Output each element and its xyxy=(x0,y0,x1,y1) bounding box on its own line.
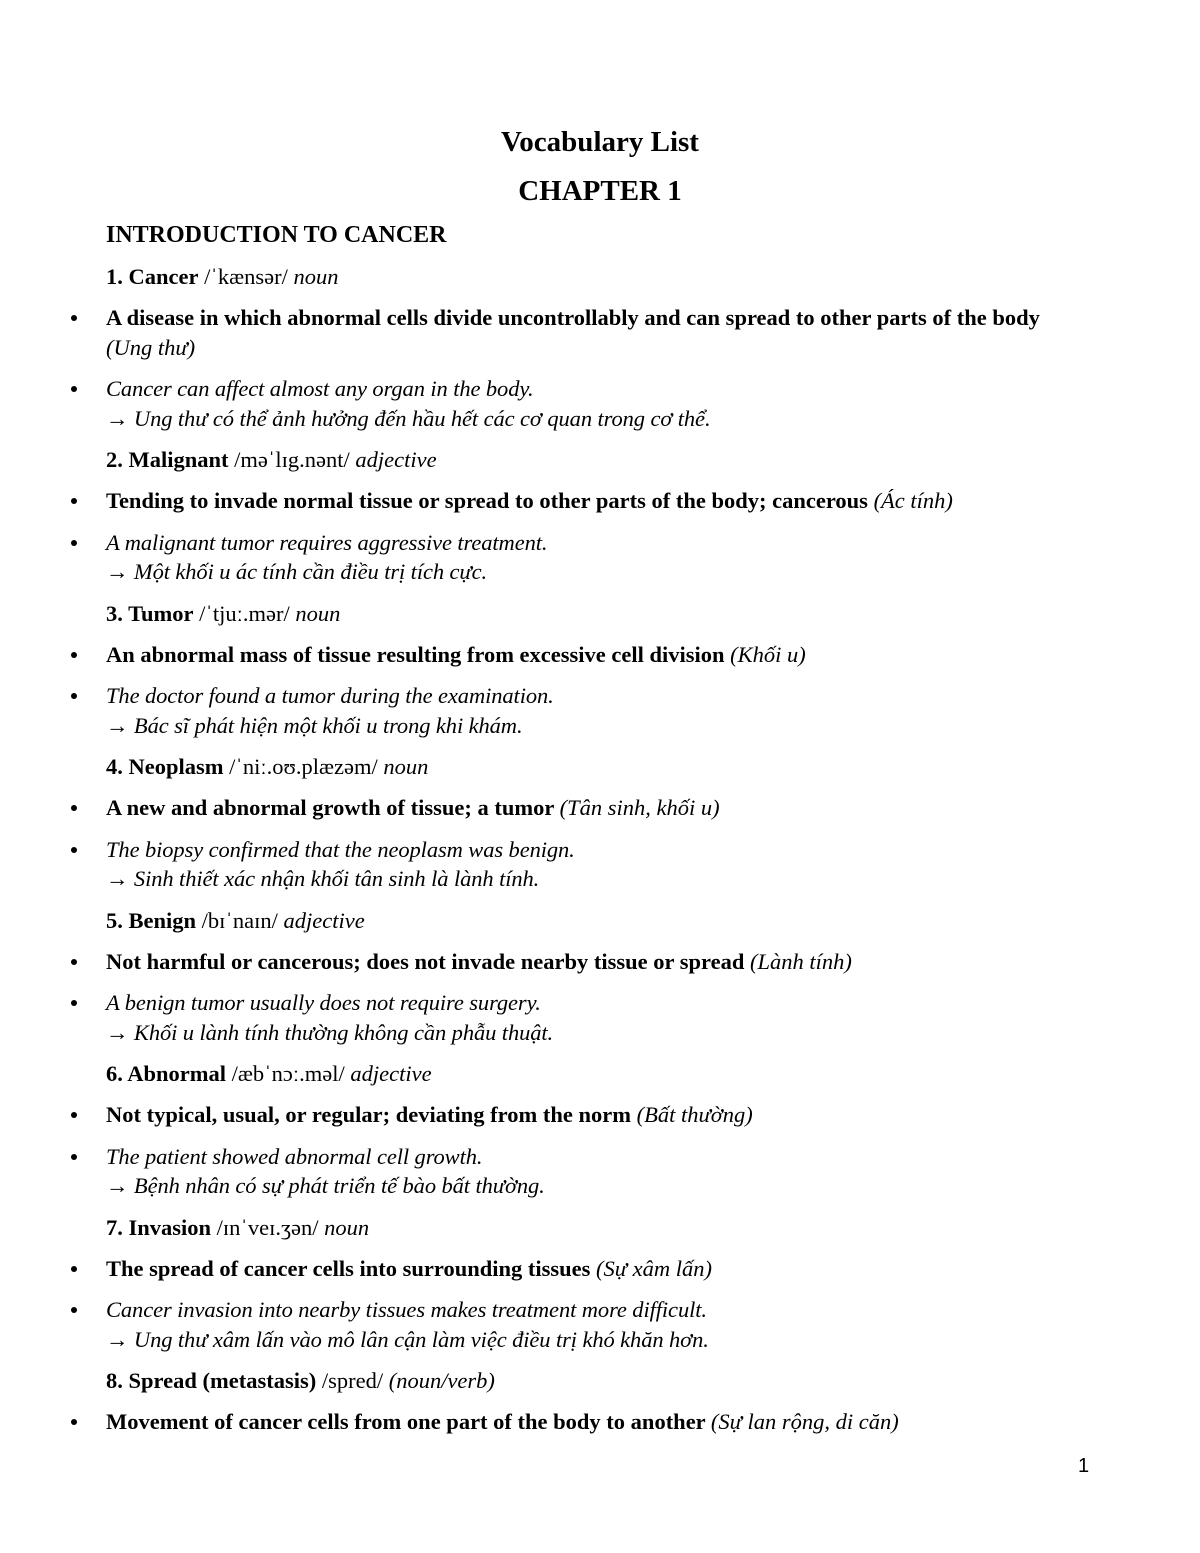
entry-pronunciation: /ˈkænsər/ xyxy=(198,264,294,289)
vocab-entry xyxy=(0,262,1200,433)
example-vietnamese: → Khối u lành tính thường không cần phẫu thuật. xyxy=(106,1019,554,1045)
entry-word: Invasion xyxy=(128,1214,212,1240)
example-bullet xyxy=(106,374,1051,433)
example-bullet xyxy=(106,528,1051,587)
vocabulary-entries xyxy=(0,262,1200,1449)
example-english: The doctor found a tumor during the examination. xyxy=(106,683,554,708)
entry-pronunciation: /ˈniː.oʊ.plæzəm/ xyxy=(223,754,384,779)
definition-translation: (Ác tính) xyxy=(873,488,953,513)
entry-part-of-speech: adjective xyxy=(283,907,365,933)
definition-bullet xyxy=(106,947,1051,977)
entry-part-of-speech: adjective xyxy=(355,447,437,472)
definition-text: Tending to invade normal tissue or spread to other parts of the body; cancerous xyxy=(106,488,874,513)
vocab-entry xyxy=(0,1213,1200,1355)
entry-headword-line xyxy=(106,1213,1200,1242)
definition-bullet xyxy=(106,640,1051,670)
entry-number: 5. xyxy=(106,907,129,933)
entry-headword-line xyxy=(106,752,1200,781)
entry-number: 3. xyxy=(106,600,129,626)
page-number: 1 xyxy=(1078,1455,1090,1477)
example-bullet xyxy=(106,681,1051,740)
example-bullet xyxy=(106,835,1051,894)
definition-bullet xyxy=(106,486,1051,516)
definition-text: A disease in which abnormal cells divide uncontrollably and can spread to other parts of the body xyxy=(106,305,1040,330)
example-bullet xyxy=(106,1295,1051,1354)
entry-number: 2. xyxy=(106,447,129,472)
example-vietnamese: → Một khối u ác tính cần điều trị tích cực. xyxy=(106,559,488,584)
example-english: A benign tumor usually does not require surgery. xyxy=(106,990,541,1015)
entry-word: Cancer xyxy=(128,264,199,289)
entry-pronunciation: /bɪˈnaɪn/ xyxy=(196,907,284,933)
vocab-entry xyxy=(0,445,1200,587)
definition-translation: (Sự lan rộng, di căn) xyxy=(710,1409,899,1434)
example-vietnamese: → Sinh thiết xác nhận khối tân sinh là lành tính. xyxy=(106,866,540,891)
definition-translation: (Ung thư) xyxy=(106,334,196,360)
entry-part-of-speech: noun xyxy=(295,600,341,626)
entry-word: Tumor xyxy=(128,600,194,626)
section-heading: INTRODUCTION TO CANCER xyxy=(106,222,447,248)
definition-bullet xyxy=(106,1100,1051,1130)
example-english: A malignant tumor requires aggressive treatment. xyxy=(106,529,548,555)
entry-part-of-speech: noun xyxy=(383,754,429,779)
example-english: The biopsy confirmed that the neoplasm was benign. xyxy=(106,836,575,862)
entry-number: 4. xyxy=(106,754,129,779)
entry-headword-line xyxy=(106,906,1200,935)
entry-word: Benign xyxy=(128,907,197,933)
entry-number: 1. xyxy=(106,264,129,289)
entry-pronunciation: /æbˈnɔː.məl/ xyxy=(226,1061,351,1086)
entry-word: Spread (metastasis) xyxy=(128,1368,317,1393)
example-vietnamese: → Ung thư xâm lấn vào mô lân cận làm việc điều trị khó khăn hơn. xyxy=(106,1326,709,1352)
example-vietnamese: → Bác sĩ phát hiện một khối u trong khi khám. xyxy=(106,712,523,738)
entry-pronunciation: /ˈtjuː.mər/ xyxy=(193,600,296,626)
entry-number: 8. xyxy=(106,1368,129,1393)
example-vietnamese: → Ung thư có thể ảnh hưởng đến hầu hết các cơ quan trong cơ thể. xyxy=(106,405,711,431)
definition-translation: (Lành tính) xyxy=(749,948,852,974)
entry-word: Malignant xyxy=(128,447,229,472)
example-vietnamese: → Bệnh nhân có sự phát triển tế bào bất thường. xyxy=(106,1173,545,1198)
entry-headword-line xyxy=(106,262,1200,291)
entry-part-of-speech: adjective xyxy=(350,1061,432,1086)
definition-translation: (Khối u) xyxy=(730,641,806,667)
definition-bullet xyxy=(106,1254,1051,1284)
entry-part-of-speech: (noun/verb) xyxy=(388,1368,495,1393)
example-english: The patient showed abnormal cell growth. xyxy=(106,1143,483,1169)
entry-headword-line xyxy=(106,445,1200,474)
vocab-entry xyxy=(0,752,1200,894)
example-english: Cancer can affect almost any organ in the body. xyxy=(106,376,534,401)
entry-number: 7. xyxy=(106,1214,129,1240)
entry-pronunciation: /spred/ xyxy=(316,1368,389,1393)
example-bullet xyxy=(106,988,1051,1047)
vocab-entry xyxy=(0,1059,1200,1201)
definition-text: Not typical, usual, or regular; deviating from the norm xyxy=(106,1102,637,1127)
example-english: Cancer invasion into nearby tissues makes treatment more difficult. xyxy=(106,1297,707,1322)
definition-translation: (Bất thường) xyxy=(636,1102,753,1127)
entry-word: Neoplasm xyxy=(128,754,224,779)
entry-part-of-speech: noun xyxy=(293,264,339,289)
definition-text: Movement of cancer cells from one part of the body to another xyxy=(106,1409,711,1434)
entry-part-of-speech: noun xyxy=(324,1214,370,1240)
entry-pronunciation: /ɪnˈveɪ.ʒən/ xyxy=(211,1214,325,1240)
definition-translation: (Sự xâm lấn) xyxy=(596,1255,713,1281)
definition-bullet xyxy=(106,793,1051,823)
definition-text: A new and abnormal growth of tissue; a tumor xyxy=(106,795,560,820)
definition-text: The spread of cancer cells into surrounding tissues xyxy=(106,1255,597,1281)
definition-bullet xyxy=(106,1407,1051,1437)
vocab-entry xyxy=(0,1366,1200,1437)
definition-bullet xyxy=(106,303,1051,362)
definition-text: An abnormal mass of tissue resulting from excessive cell division xyxy=(106,641,731,667)
definition-translation: (Tân sinh, khối u) xyxy=(559,795,720,820)
definition-text: Not harmful or cancerous; does not invade nearby tissue or spread xyxy=(106,948,750,974)
entry-headword-line xyxy=(106,1059,1200,1088)
entry-word: Abnormal xyxy=(127,1061,227,1086)
entry-headword-line xyxy=(106,1366,1200,1395)
document-title: Vocabulary List xyxy=(501,126,699,158)
vocab-entry xyxy=(0,906,1200,1048)
example-bullet xyxy=(106,1142,1051,1201)
entry-pronunciation: /məˈlɪg.nənt/ xyxy=(228,447,356,472)
chapter-heading: CHAPTER 1 xyxy=(518,175,682,207)
entry-headword-line xyxy=(106,599,1200,628)
entry-number: 6. xyxy=(106,1061,128,1086)
vocab-entry xyxy=(0,599,1200,741)
